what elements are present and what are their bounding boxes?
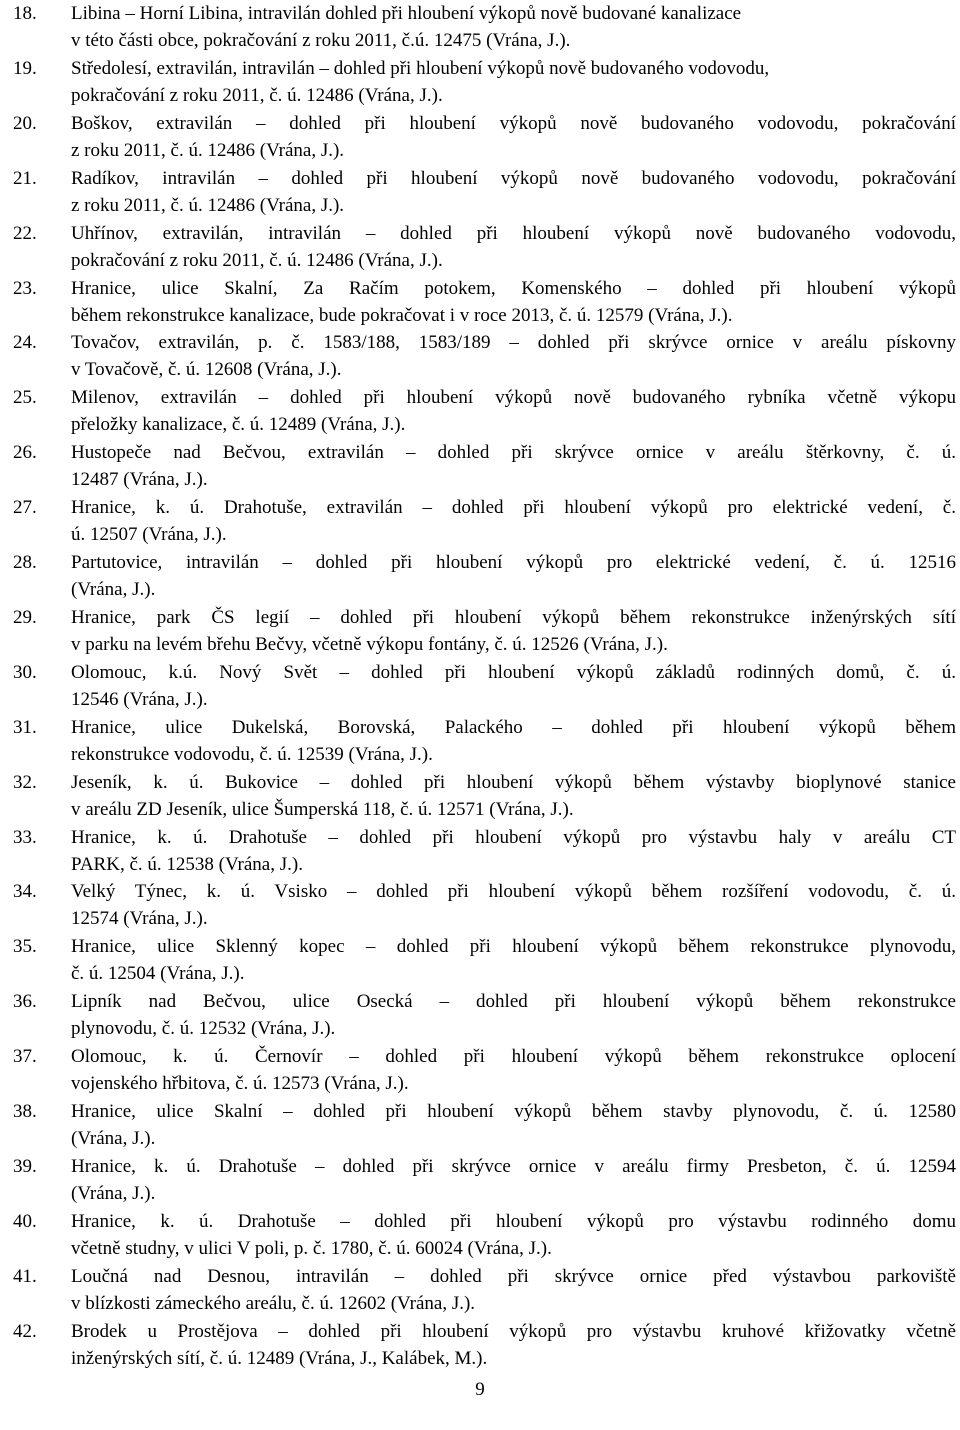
item-number: 33. [13, 826, 37, 848]
item-number: 34. [13, 881, 37, 903]
item-text-line: Hranice, k. ú. Drahotuše – dohled při hloubení výkopů pro výstavbu haly v areálu CT [71, 826, 956, 848]
item-number: 19. [13, 57, 37, 79]
item-text-line: Hustopeče nad Bečvou, extravilán – dohled při skrývce ornice v areálu štěrkovny, č. ú. [71, 442, 956, 464]
item-number: 32. [13, 771, 37, 793]
item-text-line: vojenského hřbitova, č. ú. 12573 (Vrána, J.). [71, 1073, 409, 1095]
item-text-line: Radíkov, intravilán – dohled při hloubení výkopů nově budovaného vodovodu, pokračování [71, 167, 956, 189]
item-text-line: Boškov, extravilán – dohled při hloubení výkopů nově budovaného vodovodu, pokračování [71, 112, 956, 134]
item-text [71, 275, 956, 329]
item-text [71, 0, 956, 54]
item-number: 18. [13, 3, 37, 24]
item-text-line: PARK, č. ú. 12538 (Vrána, J.). [71, 853, 303, 875]
item-text-line: Libina – Horní Libina, intravilán dohled při hloubení výkopů nově budované kanalizace [71, 3, 742, 24]
item-number: 23. [13, 277, 37, 299]
item-text [71, 878, 956, 932]
item-text-line: v areálu ZD Jeseník, ulice Šumperská 118, č. ú. 12571 (Vrána, J.). [71, 798, 574, 820]
item-text-line: Brodek u Prostějova – dohled při hloubení výkopů pro výstavbu kruhové křižovatky včetně [71, 1320, 956, 1342]
item-text-line: (Vrána, J.). [71, 1128, 156, 1149]
item-text-line: Velký Týnec, k. ú. Vsisko – dohled při hloubení výkopů během rozšíření vodovodu, č. ú. [71, 881, 956, 903]
item-text [71, 494, 956, 548]
item-text-line: přeložky kanalizace, č. ú. 12489 (Vrána, J.). [71, 414, 406, 436]
item-text [71, 988, 956, 1042]
item-text-line: pokračování z roku 2011, č. ú. 12486 (Vrána, J.). [71, 249, 443, 271]
item-text-line: Olomouc, k.ú. Nový Svět – dohled při hloubení výkopů základů rodinných domů, č. ú. [71, 661, 956, 683]
item-number: 38. [13, 1101, 37, 1122]
item-text-line: 12487 (Vrána, J.). [71, 469, 208, 491]
item-text [71, 1318, 956, 1372]
item-text-line: z roku 2011, č. ú. 12486 (Vrána, J.). [71, 194, 345, 216]
item-text [71, 220, 956, 274]
item-text-line: Hranice, k. ú. Drahotuše, extravilán – dohled při hloubení výkopů pro elektrické vedení, č. [71, 497, 956, 519]
item-text [71, 769, 956, 823]
item-text-line: Lipník nad Bečvou, ulice Osecká – dohled při hloubení výkopů během rekonstrukce [71, 991, 956, 1013]
item-number: 41. [13, 1265, 37, 1287]
item-text [71, 549, 956, 603]
item-number: 40. [13, 1210, 37, 1232]
item-number: 39. [13, 1155, 37, 1177]
item-text [71, 329, 956, 383]
item-text [71, 659, 956, 713]
item-text-line: v blízkosti zámeckého areálu, č. ú. 12602 (Vrána, J.). [71, 1292, 476, 1314]
item-text-line: z roku 2011, č. ú. 12486 (Vrána, J.). [71, 139, 345, 161]
item-text-line: Hranice, ulice Skalní, Za Račím potokem, Komenského – dohled při hloubení výkopů [71, 277, 956, 299]
item-text [71, 1208, 956, 1262]
item-text-line: Hranice, ulice Skalní – dohled při hloubení výkopů během stavby plynovodu, č. ú. 12580 [71, 1101, 956, 1122]
item-text-line: rekonstrukce vodovodu, č. ú. 12539 (Vrána, J.). [71, 743, 433, 765]
item-text [71, 1263, 956, 1317]
item-text-line: (Vrána, J.). [71, 1182, 156, 1204]
item-text-line: ú. 12507 (Vrána, J.). [71, 524, 227, 546]
item-text-line: Uhřínov, extravilán, intravilán – dohled při hloubení výkopů nově budovaného vodovodu, [71, 222, 956, 244]
item-number: 26. [13, 442, 37, 464]
item-number: 30. [13, 661, 37, 683]
item-text-line: Jeseník, k. ú. Bukovice – dohled při hloubení výkopů během výstavby bioplynové stanice [71, 771, 956, 793]
item-text-line: Milenov, extravilán – dohled při hloubení výkopů nově budovaného rybníka včetně výkopu [71, 387, 956, 409]
item-number: 22. [13, 222, 37, 244]
item-text [71, 439, 956, 493]
item-text-line: Hranice, ulice Sklenný kopec – dohled při hloubení výkopů během rekonstrukce plynovodu, [71, 936, 956, 958]
item-text-line: Středolesí, extravilán, intravilán – dohled při hloubení výkopů nově budovaného vodovodu, [71, 57, 770, 79]
item-text-line: (Vrána, J.). [71, 579, 156, 600]
item-text-line: pokračování z roku 2011, č. ú. 12486 (Vrána, J.). [71, 84, 443, 106]
item-number: 36. [13, 991, 37, 1013]
item-text-line: Loučná nad Desnou, intravilán – dohled při skrývce ornice před výstavbou parkoviště [71, 1265, 956, 1287]
item-text [71, 110, 956, 164]
item-text-line: včetně studny, v ulici V poli, p. č. 1780, č. ú. 60024 (Vrána, J.). [71, 1237, 552, 1259]
item-text-line: Hranice, k. ú. Drahotuše – dohled při hloubení výkopů pro výstavbu rodinného domu [71, 1210, 956, 1232]
item-text-line: 12574 (Vrána, J.). [71, 908, 208, 930]
item-text-line: během rekonstrukce kanalizace, bude pokračovat i v roce 2013, č. ú. 12579 (Vrána, J.). [71, 304, 733, 326]
item-text [71, 1153, 956, 1207]
item-text-line: 12546 (Vrána, J.). [71, 688, 208, 710]
item-number: 27. [13, 497, 37, 519]
item-text [71, 714, 956, 768]
item-text-line: v Tovačově, č. ú. 12608 (Vrána, J.). [71, 359, 342, 381]
item-text-line: Hranice, park ČS legií – dohled při hloubení výkopů během rekonstrukce inženýrských sítí [71, 606, 956, 628]
item-text [71, 384, 956, 438]
item-text [71, 165, 956, 219]
item-text [71, 824, 956, 878]
item-text-line: inženýrských sítí, č. ú. 12489 (Vrána, J., Kalábek, M.). [71, 1347, 488, 1369]
item-text [71, 1098, 956, 1152]
page-number: 9 [475, 1379, 485, 1400]
item-text-line: Hranice, k. ú. Drahotuše – dohled při skrývce ornice v areálu firmy Presbeton, č. ú. 12594 [71, 1155, 956, 1177]
item-text [71, 55, 956, 109]
item-text [71, 933, 956, 987]
item-text [71, 1043, 956, 1097]
item-text-line: plynovodu, č. ú. 12532 (Vrána, J.). [71, 1018, 336, 1040]
item-number: 21. [13, 167, 37, 189]
item-number: 24. [13, 332, 37, 354]
item-number: 20. [13, 112, 37, 134]
item-text-line: Tovačov, extravilán, p. č. 1583/188, 1583/189 – dohled při skrývce ornice v areálu pískovny [71, 332, 956, 354]
item-number: 28. [13, 552, 37, 573]
item-number: 29. [13, 606, 37, 628]
item-number: 37. [13, 1046, 37, 1068]
item-text-line: Olomouc, k. ú. Černovír – dohled při hloubení výkopů během rekonstrukce oplocení [71, 1046, 956, 1068]
item-text-line: v parku na levém břehu Bečvy, včetně výkopu fontány, č. ú. 12526 (Vrána, J.). [71, 633, 668, 655]
item-text-line: č. ú. 12504 (Vrána, J.). [71, 963, 245, 985]
item-number: 35. [13, 936, 37, 958]
item-text [71, 604, 956, 658]
item-text-line: v této části obce, pokračování z roku 2011, č.ú. 12475 (Vrána, J.). [71, 30, 571, 51]
item-number: 31. [13, 716, 37, 738]
item-text-line: Hranice, ulice Dukelská, Borovská, Palackého – dohled při hloubení výkopů během [71, 716, 956, 738]
item-number: 42. [13, 1320, 37, 1342]
item-text-line: Partutovice, intravilán – dohled při hloubení výkopů pro elektrické vedení, č. ú. 12516 [71, 552, 956, 573]
item-number: 25. [13, 387, 37, 409]
